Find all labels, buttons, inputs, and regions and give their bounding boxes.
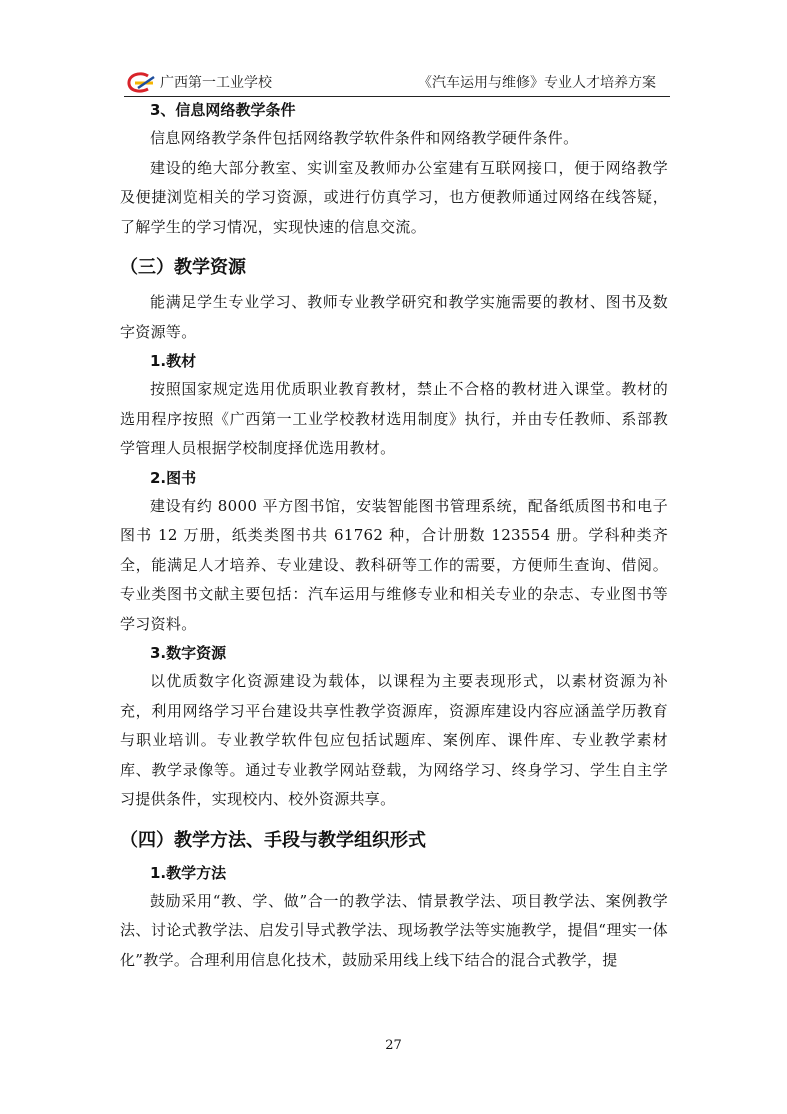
paragraph: 建设的绝大部分教室、实训室及教师办公室建有互联网接口，便于网络教学及便捷浏览相关的学习资源，或进行仿真学习，也方便教师通过网络在线答疑，了解学生的学习情况，实现快速的信息交流。 [120,158,668,236]
paragraph: 鼓励采用“教、学、做”合一的教学法、情景教学法、项目教学法、案例教学法、讨论式教学法、启发引导式教学法、现场教学法等实施教学，提倡“理实一体化”教学。合理利用信息化技术，鼓励采用线上线下结合的混合式教学，提 [120,891,668,969]
page-header [124,70,670,97]
subheading-teaching-methods: 1.教学方法 [150,863,227,882]
paragraph: 按照国家规定选用优质职业教育教材，禁止不合格的教材进入课堂。教材的选用程序按照《广西第一工业学校教材选用制度》执行，并由专任教师、系部教学管理人员根据学校制度择优选用教材。 [120,380,668,457]
subheading-textbooks: 1.教材 [150,352,197,370]
subheading-digital-resources: 3.数字资源 [150,644,227,662]
page-body [120,96,668,975]
section-heading-network-conditions: 3、信息网络教学条件 [150,101,296,119]
section-heading-teaching-resources: （三）教学资源 [120,257,246,278]
paragraph: 以优质数字化资源建设为载体，以课程为主要表现形式，以素材资源为补充，利用网络学习平台建设共享性教学资源库，资源库建设内容应涵盖学历教育与职业培训。专业教学软件包应包括试题库、案例库、课件库、专业教学素材库、教学录像等。通过专业教学网站登载，为网络学习、终身学习、学生自主学习提供条件，实现校内、校外资源共享。 [120,672,668,808]
paragraph: 信息网络教学条件包括网络教学软件条件和网络教学硬件条件。 [150,129,579,147]
paragraph: 能满足学生专业学习、教师专业教学研究和教学实施需要的教材、图书及数字资源等。 [120,293,668,341]
document-title: 《汽车运用与维修》专业人才培养方案 [418,75,656,91]
school-logo [126,72,156,94]
school-name: 广西第一工业学校 [160,75,272,91]
page-number: 27 [385,1038,402,1053]
section-heading-teaching-methods: （四）教学方法、手段与教学组织形式 [120,829,426,851]
subheading-books: 2.图书 [150,468,197,487]
paragraph: 建设有约 8000 平方图书馆，安装智能图书管理系统，配备纸质图书和电子图书 12 万册，纸类类图书共 61762 种，合计册数 123554 册。学科种类齐全，能满足人才培养、专业建设、教科研等工作的需要，方便师生查询、借阅。专业类图书文献主要包括：汽车运用与维修专业和相关专业的杂志、专业图书等学习资料。 [120,496,668,633]
